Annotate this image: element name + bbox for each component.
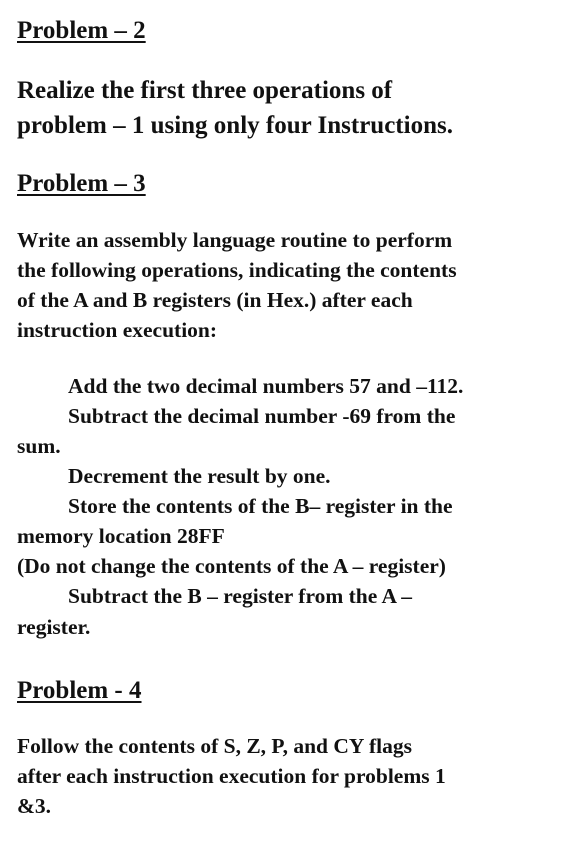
- problem-3-intro-line-2: the following operations, indicating the contents: [17, 258, 457, 282]
- problem-3-step-2-cont: sum.: [17, 434, 61, 458]
- problem-2-text-line-2: problem – 1 using only four Instructions.: [17, 112, 453, 139]
- problem-3-intro-line-3: of the A and B registers (in Hex.) after each: [17, 288, 413, 312]
- problem-2-heading: Problem – 2: [17, 17, 146, 44]
- problem-4-text-line-3: &3.: [17, 794, 52, 818]
- problem-3-step-5: Subtract the B – register from the A –: [68, 584, 412, 608]
- problem-4-text-line-2: after each instruction execution for problems 1: [17, 764, 446, 788]
- problem-4-heading: Problem - 4: [17, 677, 142, 704]
- problem-3-step-1: Add the two decimal numbers 57 and –112.: [68, 374, 464, 398]
- problem-3-step-4: Store the contents of the B– register in the: [68, 494, 453, 518]
- problem-3-step-2: Subtract the decimal number -69 from the: [68, 404, 456, 428]
- problem-3-intro-line-4: instruction execution:: [17, 318, 218, 342]
- problem-3-step-4-note: (Do not change the contents of the A – register): [17, 554, 446, 578]
- problem-2-text-line-1: Realize the first three operations of: [17, 77, 393, 104]
- problem-3-step-3: Decrement the result by one.: [68, 464, 331, 488]
- problem-3-heading: Problem – 3: [17, 170, 146, 197]
- problem-3-step-4-cont: memory location 28FF: [17, 524, 225, 548]
- problem-4-text-line-1: Follow the contents of S, Z, P, and CY flags: [17, 734, 412, 758]
- problem-3-step-5-cont: register.: [17, 615, 91, 639]
- problem-3-intro-line-1: Write an assembly language routine to perform: [17, 228, 453, 252]
